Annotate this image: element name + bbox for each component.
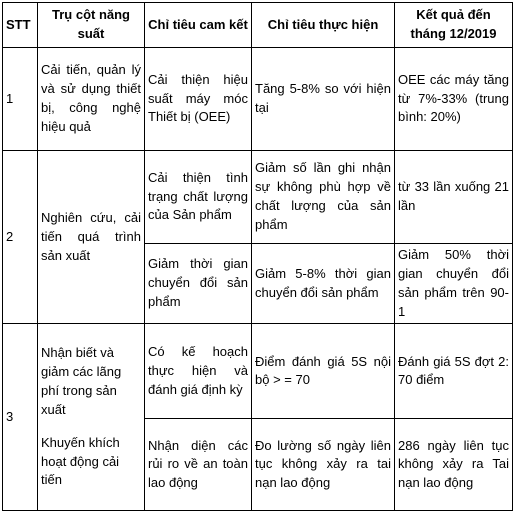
table-row (3, 48, 513, 151)
row-pillar-secondary: Khuyến khích hoạt động cải tiến (41, 434, 120, 488)
row-result: từ 33 lần xuống 21 lần (395, 151, 513, 244)
row-pillar: Cải tiến, quản lý và sử dụng thiết bị, công nghệ hiệu quả (38, 48, 145, 151)
row-result: 286 ngày liên tục không xảy ra Tai nạn lao động (395, 419, 513, 511)
row-commitment: Giảm thời gian chuyển đổi sản phẩm (145, 244, 252, 324)
header-row (3, 3, 513, 48)
header-stt: STT (3, 3, 38, 48)
row-commitment: Có kế hoạch thực hiện và đánh giá định kỳ (145, 324, 252, 419)
row-stt: 2 (3, 151, 38, 324)
row-commitment: Nhận diện các rủi ro về an toàn lao động (145, 419, 252, 511)
row-commitment: Cải thiện tình trạng chất lượng của Sản phẩm (145, 151, 252, 244)
row-pillar-cell (38, 324, 145, 511)
row-pillar: Nghiên cứu, cải tiến quá trình sản xuất (38, 151, 145, 324)
row-target: Giảm số lần ghi nhận sự không phù hợp về chất lượng của sản phẩm (252, 151, 395, 244)
table-row (3, 151, 513, 244)
row-target: Đo lường số ngày liên tục không xảy ra tai nạn lao động (252, 419, 395, 511)
header-pillar: Trụ cột năng suất (38, 3, 145, 48)
header-commitment: Chỉ tiêu cam kết (145, 3, 252, 48)
row-result: OEE các máy tăng từ 7%-33% (trung bình: 20%) (395, 48, 513, 151)
productivity-table (2, 2, 513, 511)
row-target: Giảm 5-8% thời gian chuyển đổi sản phẩm (252, 244, 395, 324)
row-commitment: Cải thiện hiệu suất máy móc Thiết bị (OEE) (145, 48, 252, 151)
row-result: Giảm 50% thời gian chuyển đổi sản phẩm trên 90-1 (395, 244, 513, 324)
row-result: Đánh giá 5S đợt 2: 70 điểm (395, 324, 513, 419)
row-stt: 1 (3, 48, 38, 151)
row-target: Tăng 5-8% so với hiện tại (252, 48, 395, 151)
header-target: Chỉ tiêu thực hiện (252, 3, 395, 48)
row-target: Điểm đánh giá 5S nội bộ > = 70 (252, 324, 395, 419)
row-stt: 3 (3, 324, 38, 511)
table-row (3, 324, 513, 419)
pillar-spacer (41, 420, 141, 434)
header-result: Kết quả đến tháng 12/2019 (395, 3, 513, 48)
row-pillar: Nhận biết và giảm các lãng phí trong sản xuất (41, 345, 122, 417)
